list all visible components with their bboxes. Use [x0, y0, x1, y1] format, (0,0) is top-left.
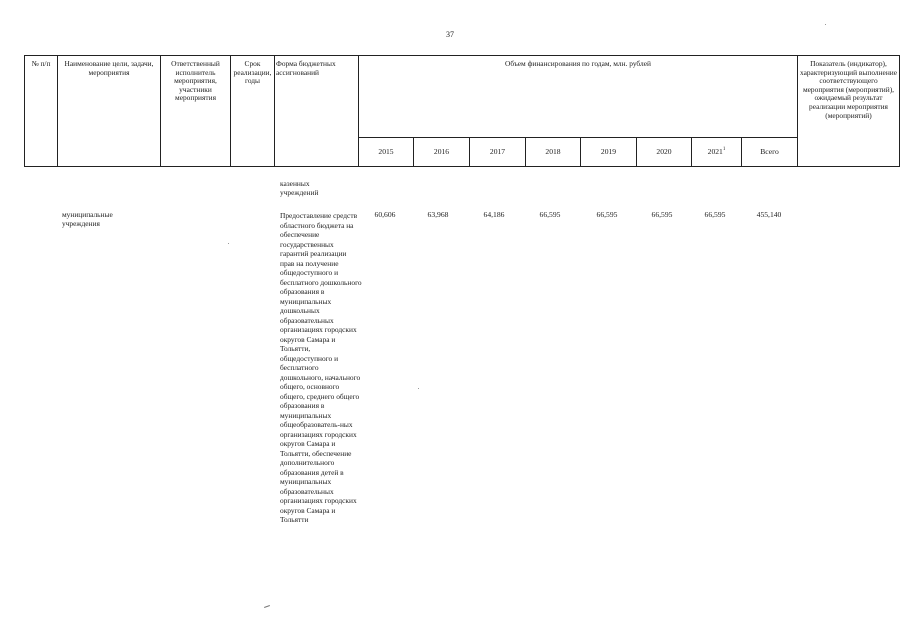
row-name: муниципальные учреждения [62, 210, 113, 228]
value-2016: 63,968 [427, 210, 449, 219]
table-header [24, 55, 900, 167]
header-col-number: № п/п [31, 59, 51, 68]
header-year-2016: 2016 [433, 147, 450, 156]
header-year-2020: 2020 [656, 147, 672, 156]
header-year-2021: 2021$^1$ [707, 147, 726, 156]
header-year-2019: 2019 [600, 147, 617, 156]
header-col-volume: Объем финансирования по годам, млн. рублей [505, 59, 651, 68]
footnote-marker: 1 [722, 147, 726, 152]
value-2019: 66,595 [596, 210, 618, 219]
scan-speck [418, 388, 419, 389]
header-col-form: Форма бюджетных ассигнований [276, 59, 336, 77]
value-2015: 60,606 [374, 210, 396, 219]
header-year-2015: 2015 [378, 147, 394, 156]
value-2020: 66,595 [651, 210, 673, 219]
value-2018: 66,595 [539, 210, 561, 219]
scan-mark [264, 605, 270, 608]
value-2017: 64,186 [483, 210, 505, 219]
value-total: 455,140 [756, 210, 782, 219]
header-top-border [24, 55, 900, 56]
header-col-responsible: Ответственный исполнитель мероприятия, участники мероприятия [171, 59, 220, 103]
header-year-2018: 2018 [545, 147, 561, 156]
col-border [899, 55, 900, 167]
scan-speck [228, 243, 229, 244]
header-bottom-border [24, 166, 900, 167]
continued-form-text: казенных учреждений [280, 179, 319, 197]
header-col-indicator: Показатель (индикатор), характеризующий выполнение соответствующего мероприятия (мероприятий), ожидаемый результат реализации мероприятия (мероприятий) [799, 59, 898, 120]
header-col-name: Наименование цели, задачи, мероприятия [64, 59, 154, 77]
scan-speck [825, 24, 826, 25]
header-year-total: Всего [760, 147, 779, 156]
page-number: 37 [446, 30, 454, 39]
row-form-text: Предоставление средств областного бюджета на обеспечение государственных гарантий реализации прав на получение общедоступного и бесплатного дошкольного образования в муниципальных дошкольных образовательных организациях городских округов Самара и Тольятти, общедоступного и бесплатного дошкольного, начального общего, основного общего, среднего общего образования в муниципальных общеобразователь-ных организациях городских округов Самара и Тольятти, обеспечение дополнительного образования детей в муниципальных образовательных организациях городских округов Самара и Тольятти [280, 211, 362, 524]
col-border [24, 55, 25, 167]
header-year-2017: 2017 [489, 147, 506, 156]
value-2021: 66,595 [704, 210, 726, 219]
header-col-term: Срок реализации, годы [233, 59, 272, 86]
